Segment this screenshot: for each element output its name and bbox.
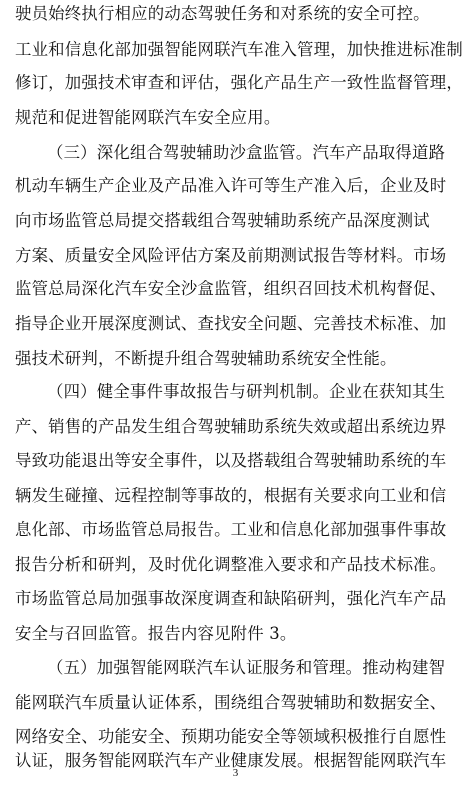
text-line: 规范和促进智能网联汽车安全应用。: [15, 108, 281, 127]
text-line: 修订，加强技术审查和评估，强化产品生产一致性监督管理，: [15, 73, 463, 92]
text-line: 导致功能退出等安全事件，以及搭载组合驾驶辅助系统的车: [15, 451, 447, 470]
text-line: 产、销售的产品发生组合驾驶辅助系统失效或超出系统边界: [15, 417, 447, 436]
section-heading-line: （五）加强智能网联汽车认证服务和管理。推动构建智: [47, 658, 446, 677]
text-line: 报告分析和研判，及时优化调整准入要求和产品技术标准。: [15, 555, 447, 574]
text-line: 辆发生碰撞、远程控制等事故的，根据有关要求向工业和信: [15, 486, 447, 505]
page-number: 3: [232, 767, 239, 779]
text-line: 息化部、市场监管总局报告。工业和信息化部加强事件事故: [15, 520, 447, 539]
text-line: 指导企业开展深度测试、查找安全问题、完善技术标准、加: [15, 314, 447, 333]
text-line: 向市场监管总局提交搭载组合驾驶辅助系统产品深度测试: [15, 211, 430, 230]
text-line: 机动车辆生产企业及产品准入许可等生产准入后，企业及时: [15, 176, 447, 195]
text-line: 监管总局深化汽车安全沙盒监管，组织召回技术机构督促、: [15, 279, 447, 298]
text-line: 工业和信息化部加强智能网联汽车准入管理，加快推进标准制: [15, 40, 463, 59]
text-line: 方案、质量安全风险评估方案及前期测试报告等材料。市场: [15, 246, 447, 265]
section-heading-line: （四）健全事件事故报告与研判机制。企业在获知其生: [47, 382, 446, 401]
text-line: 驶员始终执行相应的动态驾驶任务和对系统的安全可控。: [15, 4, 430, 23]
text-line: 市场监管总局加强事故深度调查和缺陷研判，强化汽车产品: [15, 589, 447, 608]
section-heading-line: （三）深化组合驾驶辅助沙盒监管。汽车产品取得道路: [47, 143, 446, 162]
text-line: 网络安全、功能安全、预期功能安全等领域积极推行自愿性: [15, 727, 447, 746]
text-line: 能网联汽车质量认证体系，围绕组合驾驶辅助和数据安全、: [15, 693, 447, 712]
text-line: 安全与召回监管。报告内容见附件 3。: [15, 624, 297, 643]
text-line: 认证，服务智能网联汽车产业健康发展。根据智能网联汽车: [15, 751, 447, 770]
text-line: 强技术研判，不断提升组合驾驶辅助系统安全性能。: [15, 349, 397, 368]
